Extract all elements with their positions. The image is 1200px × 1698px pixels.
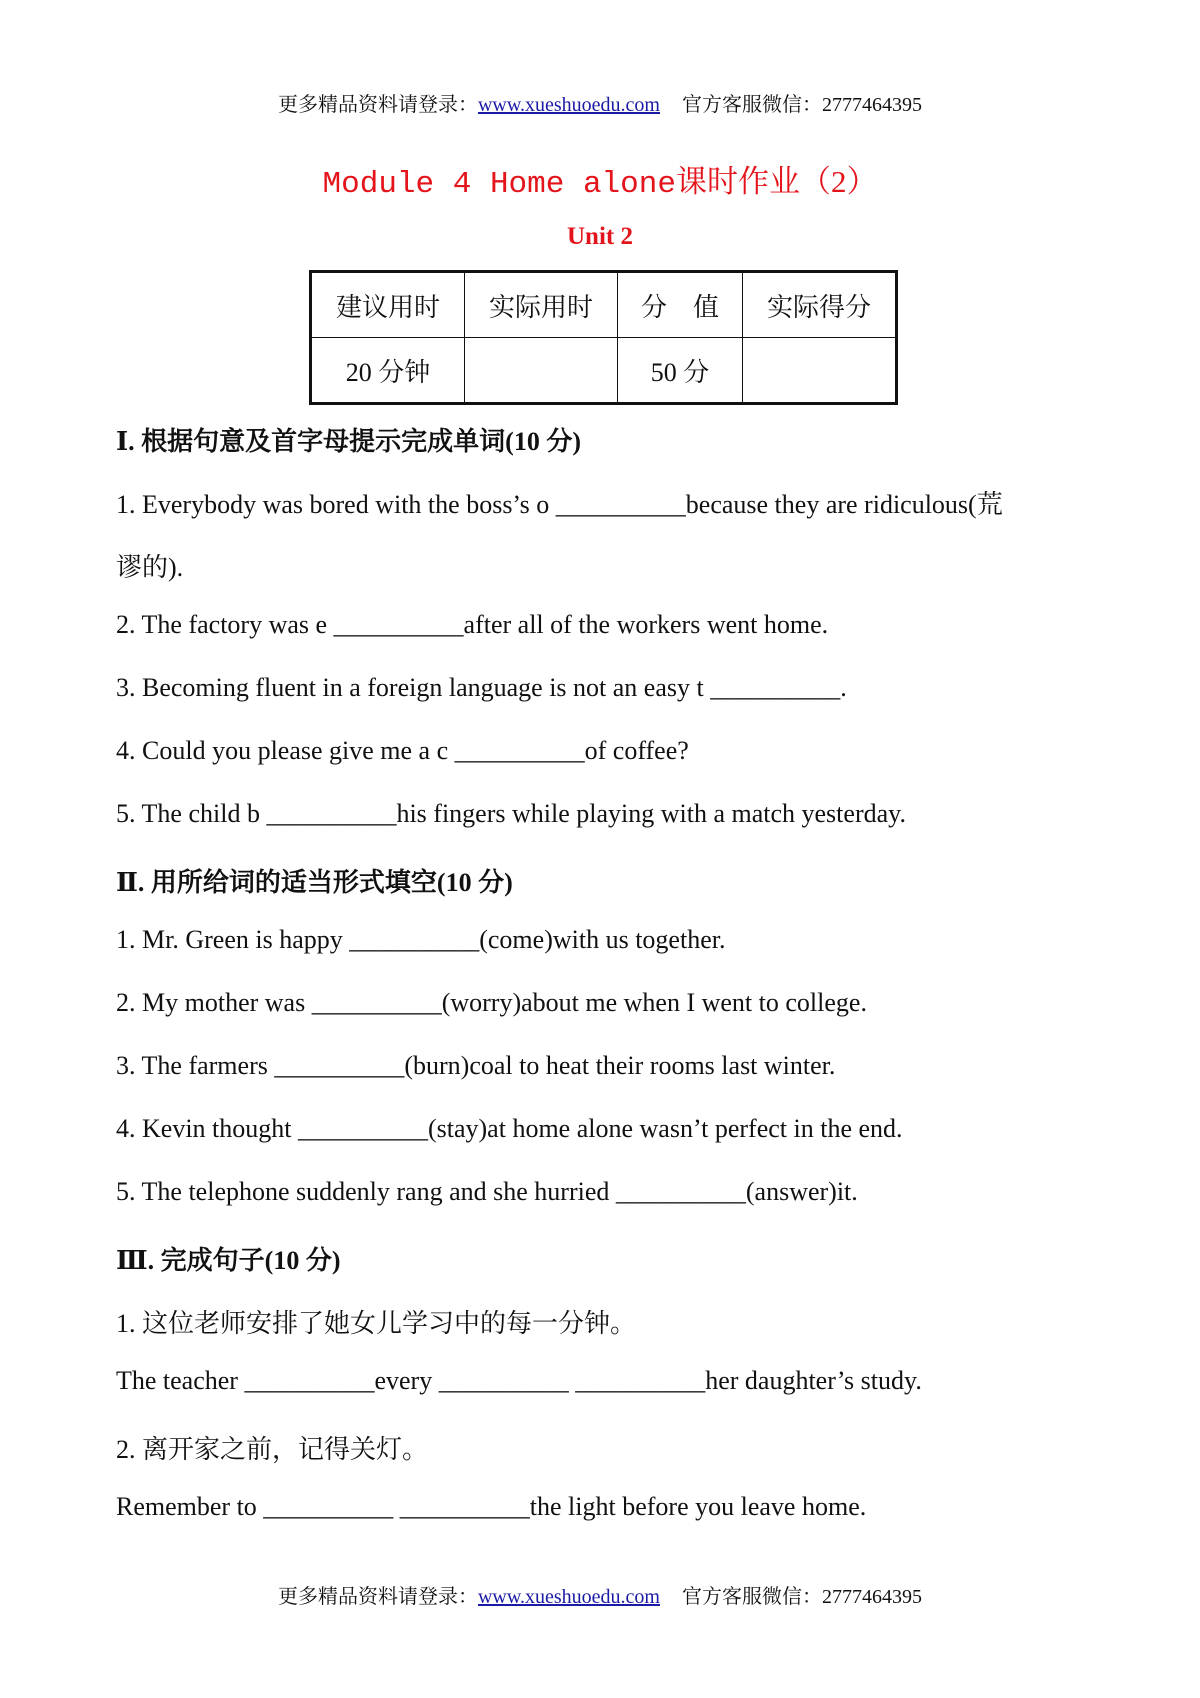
s1-question-3: 3. Becoming fluent in a foreign language is not an easy t __________.: [116, 673, 847, 702]
suggested-time-header: 建议用时: [311, 272, 465, 338]
s1-question-5: 5. The child b __________his fingers while playing with a match yesterday.: [116, 799, 906, 828]
header-site-link[interactable]: www.xueshuoedu.com: [477, 94, 660, 116]
s2-question-3: 3. The farmers __________(burn)coal to heat their rooms last winter.: [116, 1051, 836, 1080]
score-table: [309, 270, 898, 405]
score-table-header-row: [311, 272, 897, 338]
score-table-value-row: [311, 338, 897, 404]
s1-question-2: 2. The factory was e __________after all of the workers went home.: [116, 610, 829, 639]
s3-question-1-english: The teacher __________every __________ __________her daughter’s study.: [116, 1366, 922, 1395]
s3-question-2-english: Remember to __________ __________the light before you leave home.: [116, 1492, 867, 1521]
page-footer: [0, 1580, 1200, 1609]
section-3-title: Ⅲ. 完成句子(10 分): [116, 1246, 341, 1275]
points-header: 分 值: [618, 272, 743, 338]
actual-time-value[interactable]: [465, 338, 618, 404]
s1-question-4: 4. Could you please give me a c __________of coffee?: [116, 736, 689, 765]
points-value: 50 分: [618, 338, 743, 404]
page-header: [0, 88, 1200, 117]
page-title: [0, 156, 1200, 202]
title-english: Module 4 Home alone: [322, 167, 676, 202]
s2-question-1: 1. Mr. Green is happy __________(come)with us together.: [116, 925, 726, 954]
header-prefix: 更多精品资料请登录：: [277, 94, 478, 116]
header-service: 官方客服微信：2777464395: [682, 94, 922, 116]
s3-question-2-chinese: 2. 离开家之前，记得关灯。: [116, 1435, 429, 1464]
section-2-title: Ⅱ. 用所给词的适当形式填空(10 分): [116, 868, 513, 897]
actual-time-header: 实际用时: [465, 272, 618, 338]
title-chinese: 课时作业（2）: [675, 164, 878, 199]
footer-site-link[interactable]: www.xueshuoedu.com: [477, 1586, 660, 1608]
s1-question-1: 1. Everybody was bored with the boss’s o __________because they are ridiculous(荒: [116, 490, 1003, 519]
s2-question-2: 2. My mother was __________(worry)about me when I went to college.: [116, 988, 867, 1017]
s2-question-5: 5. The telephone suddenly rang and she hurried __________(answer)it.: [116, 1177, 858, 1206]
section-1-title: Ⅰ. 根据句意及首字母提示完成单词(10 分): [116, 427, 581, 456]
actual-score-value[interactable]: [743, 338, 897, 404]
footer-service: 官方客服微信：2777464395: [682, 1586, 922, 1608]
footer-prefix: 更多精品资料请登录：: [277, 1586, 478, 1608]
suggested-time-value: 20 分钟: [311, 338, 465, 404]
s2-question-4: 4. Kevin thought __________(stay)at home alone wasn’t perfect in the end.: [116, 1114, 903, 1143]
s1-question-1-continued: 谬的).: [116, 553, 184, 582]
s3-question-1-chinese: 1. 这位老师安排了她女儿学习中的每一分钟。: [116, 1309, 637, 1338]
unit-subtitle: Unit 2: [567, 223, 633, 250]
actual-score-header: 实际得分: [743, 272, 897, 338]
